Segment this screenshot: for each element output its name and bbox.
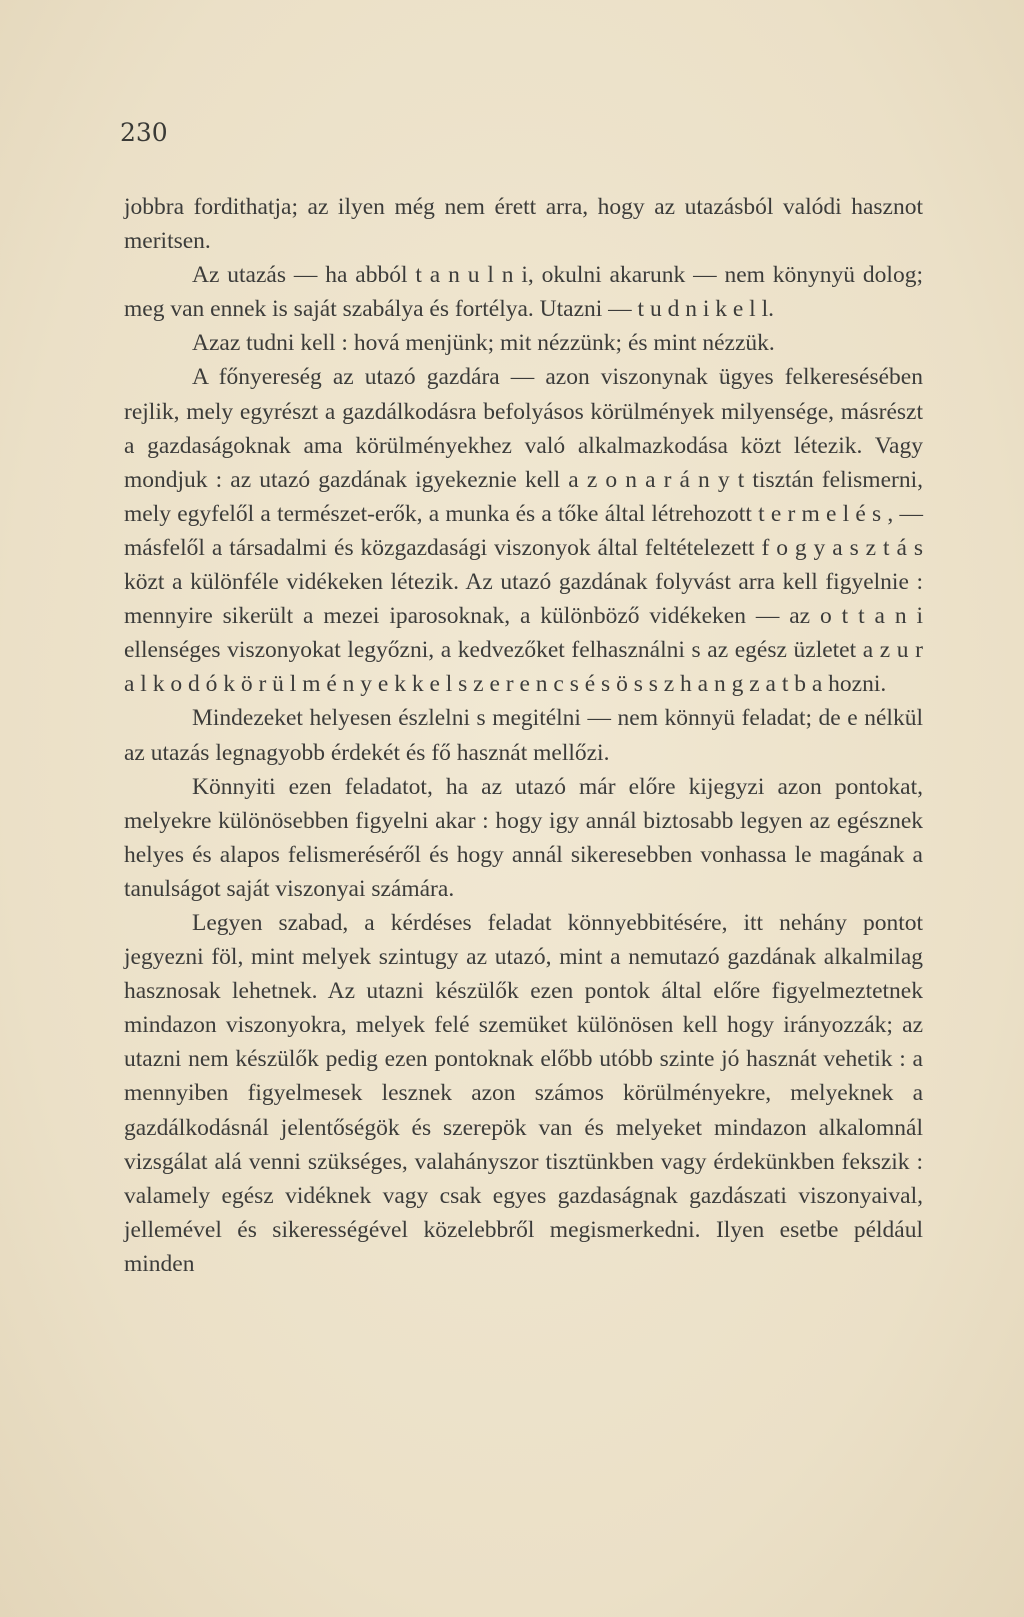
page-number: 230 [120, 118, 168, 147]
body-text [124, 190, 923, 1281]
paragraph: A főnyereség az utazó gazdára — azon viszonynak ügyes felkeresésében rejlik, mely egyrészt a gazdálkodásra befolyásos körülmények milyensége, másrészt a gazdaságoknak ama körülményekhez való alkalmazkodása közt létezik. Vagy mondjuk : az utazó gazdának igyekeznie kell a z o n a r á n y t tisztán felismerni, mely egyfelől a természet-erők, a munka és a tőke által létrehozott t e r m e l é s , — másfelől a társadalmi és közgazdasági viszonyok által feltételezett f o g y a s z t á s közt a különféle vidékeken létezik. Az utazó gazdának folyvást arra kell figyelnie : mennyire sikerült a mezei iparosoknak, a különböző vidékeken — az o t t a n i ellenséges viszonyokat legyőzni, a kedvezőket felhasználni s az egész üzletet a z u r a l k o d ó k ö r ü l m é n y e k k e l s z e r e n c s é s ö s s z h a n g z a t b a hozni. [124, 364, 923, 698]
paragraph: Az utazás — ha abból t a n u l n i, okulni akarunk — nem könynyü dolog; meg van ennek is saját szabálya és fortélya. Utazni — t u d n i k e l l. [124, 262, 923, 323]
paragraph: jobbra fordithatja; az ilyen még nem érett arra, hogy az utazásból valódi hasznot meritsen. [124, 194, 923, 255]
paragraph: Azaz tudni kell : hová menjünk; mit nézzünk; és mint nézzük. [192, 330, 775, 357]
paragraph: Könnyiti ezen feladatot, ha az utazó már előre kijegyzi azon pontokat, melyekre különösebben figyelni akar : hogy igy annál biztosabb legyen az egésznek helyes és alapos felismeréséről és hogy annál sikeresebben vonhassa le magának a tanulságot saját viszonyai számára. [124, 773, 923, 902]
paragraph: Legyen szabad, a kérdéses feladat könnyebbitésére, itt nehány pontot jegyezni föl, mint melyek szintugy az utazó, mint a nemutazó gazdának alkalmilag hasznosak lehetnek. Az utazni készülők ezen pontok által előre figyelmeztetnek mindazon viszonyokra, melyek felé szemüket különösen kell hogy irányozzák; az utazni nem készülők pedig ezen pontoknak előbb utóbb szinte jó hasznát vehetik : a mennyiben figyelmesek lesznek azon számos körülményekre, melyeknek a gazdálkodásnál jelentőségök és szerepök van és melyeket mindazon alkalomnál vizsgálat alá venni szükséges, valahányszor tisztünkben vagy érdekünkben fekszik : valamely egész vidéknek vagy csak egyes gazdaságnak gazdászati viszonyaival, jellemével és sikerességével közelebbről megismerkedni. Ilyen esetbe például minden [124, 909, 923, 1277]
paragraph: Mindezeket helyesen észlelni s megitélni — nem könnyü feladat; de e nélkül az utazás legnagyobb érdekét és fő hasznát mellőzi. [124, 705, 923, 766]
